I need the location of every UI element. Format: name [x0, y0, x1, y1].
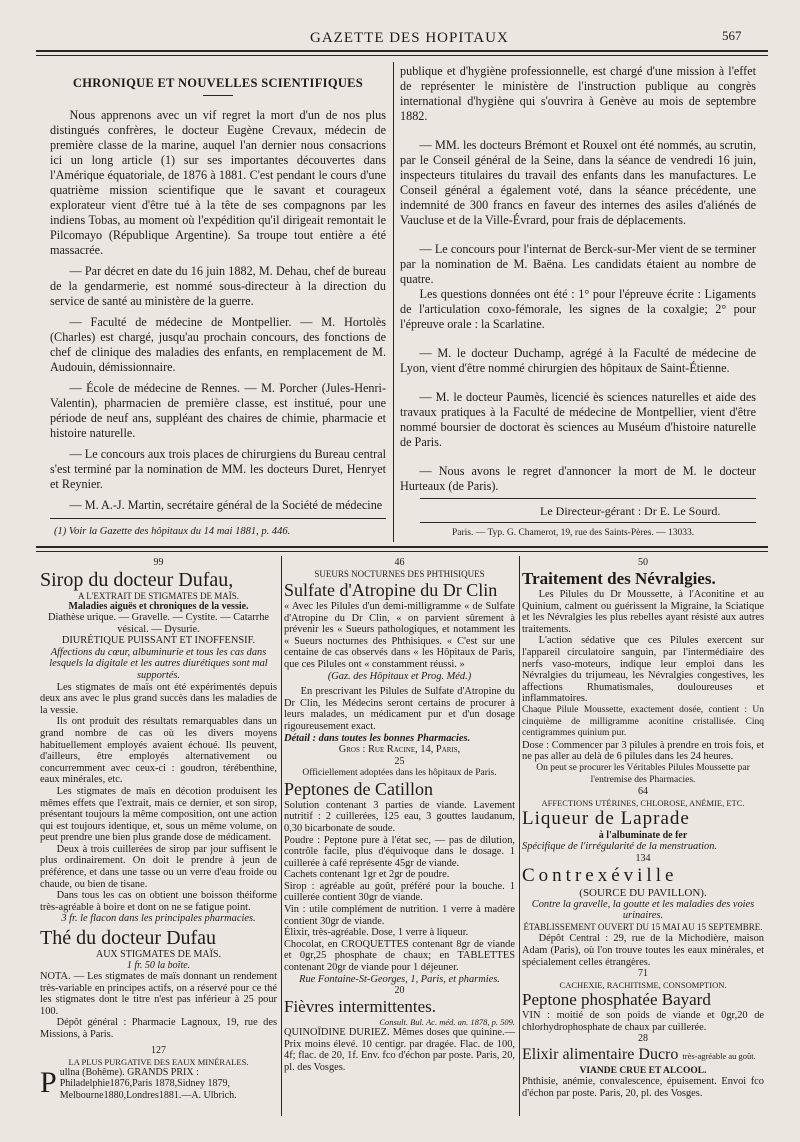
ad-ducro-body: Phthisie, anémie, convalescence, épuisement. Envoi fco d'échon par poste. Paris, 20, pl. des Vosges.	[522, 1076, 764, 1100]
ad-dufau-line-8: Dans tous les cas on obtient une boisson théiforme très-agréable à boire et dont on ne se fatigue point.	[40, 890, 277, 913]
ad-catillon-sirop: Sirop : agréable au goût, préféré pour la bouche. 1 cuillerée contient 30gr de viande.	[284, 880, 515, 904]
ad-number: 134	[635, 852, 651, 864]
ad-nevralgies-action: L'action sédative que ces Pilules exercent sur l'appareil circulatoire sanguin, par l'intermédiaire des nerfs vaso-moteurs, indique leur emploi dans les Névralgies du trijumeau, les Névralgies congestives, les affections Rhumatismales, douloureuses et inflammatoires.	[522, 635, 764, 705]
ad-bayard-head: CACHEXIE, RACHITISME, CONSOMPTION.	[559, 980, 727, 991]
ads-column-3	[522, 557, 764, 1117]
chronique-right-column	[400, 64, 756, 494]
paragraph-montpellier: — Faculté de médecine de Montpellier. — M. Hortolès (Charles) est chargé, jusqu'au prochain concours, des fonctions de chef de clinique des maladies des enfants, en remplacement de M. Audouin, démissionnaire.	[50, 315, 386, 374]
chronique-left-column	[50, 70, 386, 513]
director-rule-2	[420, 522, 756, 523]
ad-contrex-depot: Dépôt Central : 29, rue de la Michodière, maison Adam (Paris), où l'on trouve toutes les eaux minérales, et spécialement celles étrangères.	[522, 933, 764, 968]
ad-number: 64	[638, 786, 648, 798]
ad-nevralgies-title: Traitement des Névralgies.	[522, 569, 716, 588]
ad-atropine-title: Sulfate d'Atropine du Dr Clin	[284, 580, 498, 600]
ad-the-price: 1 fr. 50 la boîte.	[126, 960, 191, 972]
printer-line: Paris. — Typ. G. Chamerot, 19, rue des Saints-Pères. — 13033.	[452, 528, 695, 538]
ad-pullna-head: LA PLUS PURGATIVE DES EAUX MINÉRALES.	[68, 1056, 249, 1067]
paragraph-questions: Les questions données ont été : 1° pour l'épreuve écrite : Ligaments de l'articulation coxo-fémorale, les signes de la coxalgie; 2° pour l'épreuve orale : la Scarlatine.	[400, 287, 756, 331]
ad-contrex-open: ÉTABLISSEMENT OUVERT DU 15 MAI AU 15 SEPTEMBRE.	[523, 921, 763, 932]
ad-catillon-vin: Vin : utile complément de nutrition. 1 verre à madère contient 30gr de viande.	[284, 904, 515, 927]
ad-ducro-subtitle: VIANDE CRUE ET ALCOOL.	[579, 1066, 707, 1077]
ad-dufau-line-5: Ils ont produit des résultats remarquables dans un grand nombre de cas où les divers moyens habituellement employés avaient échoué. Ils peuvent, d'ailleurs, être employés alternativement ou concurremment avec ceux-ci : goudron, térébenthine, eaux minérales, etc.	[40, 716, 277, 786]
director-rule	[420, 498, 756, 499]
paragraph-hurteaux: — Nous avons le regret d'annoncer la mort de M. le docteur Hurteaux (de Paris).	[400, 464, 756, 493]
ad-atropine-body: En prescrivant les Pilules de Sulfate d'Atropine du Dr Clin, les Médecins seront certains de procurer à leurs malades, un médicament pur et d'un dosage rigoureusement exact.	[284, 686, 515, 732]
ad-contrex-subtitle: (SOURCE DU PAVILLON).	[579, 886, 707, 899]
paragraph-rennes: — École de médecine de Rennes. — M. Porcher (Jules-Henri-Valentin), pharmacien de première classe, est institué, pour une période de neuf ans, suppléant des chaires de chimie, pharmacie et histoire naturelle.	[50, 381, 386, 440]
ad-ducro-tag: très-agréable au goût.	[682, 1051, 756, 1062]
paragraph-berck: — Le concours pour l'internat de Berck-sur-Mer vient de se terminer par la nomination de M. Baëna. Les candidats étaient au nombre de quatre.	[400, 242, 756, 286]
ad-number: 99	[153, 557, 164, 568]
ad-the-body: NOTA. — Les stigmates de maïs donnant un rendement très-variable en principes actifs, on a réservé pour ce thé les stigmates dont le titre n'est pas inférieur à 25 pour 100.	[40, 971, 277, 1017]
column-divider	[393, 62, 394, 542]
ad-nevralgies-dose-content: Chaque Pilule Moussette, exactement dosée, contient : Un cinquième de milligramme aconitine cristallisée. Cinq centigrammes quinium pur.	[522, 704, 764, 739]
ad-catillon-address: Rue Fontaine-St-Georges, 1, Paris, et pharmies.	[299, 973, 500, 985]
ad-dufau-title: Sirop du docteur Dufau,	[40, 569, 234, 591]
ad-fievres-ref: Consult. Bul. Ac. méd. an. 1878, p. 509.	[379, 1017, 515, 1028]
ad-number: 46	[394, 557, 405, 568]
ad-bayard-body: VIN : moitié de son poids de viande et 0gr,20 de chlorhydrophosphate de chaux par cuillerée.	[522, 1010, 764, 1033]
paragraph-duchamp: — M. le docteur Duchamp, agrégé à la Faculté de médecine de Lyon, vient d'être nommé chirurgien des hôpitaux de Saint-Étienne.	[400, 346, 756, 375]
header-rule	[36, 50, 768, 52]
ad-fievres-title: Fièvres intermittentes.	[284, 997, 437, 1017]
ad-dufau-line-2: DIURÉTIQUE PUISSANT ET INOFFENSIF.	[61, 635, 256, 647]
ad-catillon-elixir: Élixir, très-agréable. Dose, 1 verre à liqueur.	[284, 927, 469, 939]
ad-bayard-title: Peptone phosphatée Bayard	[522, 990, 711, 1010]
ads-column-1	[40, 557, 277, 1117]
ad-catillon-poudre: Poudre : Peptone pure à l'état sec, — pas de dilution, contrôle facile, plus d'équivoque dans le dosage. 1 cuillerée à café représente 45gr de viande.	[284, 834, 515, 869]
ad-nevralgies-intro: Les Pilules du Dr Moussette, à l'Aconitine et au Quinium, calment ou guérissent la Migraine, la Sciatique et les Névralgies les plus rebelles ayant résisté aux autres traitements.	[522, 589, 764, 635]
paragraph-bremont: — MM. les docteurs Brémont et Rouxel ont été nommés, au scrutin, par le Conseil général de la Seine, dans la séance de vendredi 16 juin, inspecteurs titulaires du travail des enfants dans les manufactures. Le Conseil général a également voté, dans la séance précédente, une indemnité de 300 francs en faveur des internes des asiles d'aliénés de Vaucluse et de la Ville-Évrard, pour frais de déplacements.	[400, 138, 756, 227]
ad-dufau-line-4: Les stigmates de maïs ont été expérimentés depuis deux ans avec le plus grand succès dans les maladies de la vessie.	[40, 681, 277, 716]
ad-atropine-gros: Gros : Rue Racine, 14, Paris,	[338, 744, 461, 756]
ad-catillon-head: Officiellement adoptées dans les hôpitaux de Paris.	[302, 767, 497, 778]
ad-dufau-line-7: Deux à trois cuillerées de sirop par jour suffisent le plus ordinairement. On doit le prendre à jeun de préférence, et dans une tasse ou un verre d'eau froide ou chaude, ou bien de tisane.	[40, 843, 277, 890]
ad-number: 71	[638, 968, 648, 980]
footnote-rule	[50, 518, 386, 519]
running-head	[0, 28, 800, 48]
ad-dufau-line-6: Les stigmates de maïs en décotion produisent les mêmes effets que l'extrait, mais ce dernier, et son sirop, présentant toujours la même composition, ont une action qui est toujours identique, et, sous un même volume, on peut prendre une bien plus grande dose de médicament.	[40, 785, 277, 844]
ad-the-depot: Dépôt général : Pharmacie Lagnoux, 19, rue des Missions, à Paris.	[40, 1017, 277, 1040]
ad-pullna-initial: P	[40, 1065, 57, 1099]
ad-catillon-solution: Solution contenant 3 parties de viande. Lavement nutritif : 2 cuillerées, 125 eau, 3 gouttes laudanum, 0,30 bicarbonate de soude.	[284, 799, 515, 834]
ad-laprade-body: Spécifique de l'irrégularité de la menstruation.	[522, 841, 717, 853]
ad-number: 28	[638, 1033, 648, 1045]
ad-nevralgies-procure: On peut se procurer les Véritables Pilules Moussette par l'entremise des Pharmacies.	[536, 762, 750, 785]
ad-atropine-quote: « Avec les Pilules d'un demi-milligramme « de Sulfate d'Atropine du Dr Clin, « on parvient sûrement à prévenir les « Sueurs pathologiques, et notamment les « Sueurs nocturnes des Phthisiques. « C'est sur une centaine de cas observés dans « les Hôpitaux de Paris, que ces Pilules ont « constamment réussi. »	[284, 601, 515, 670]
ad-catillon-chocolat: Chocolat, en CROQUETTES contenant 8gr de viande et 0gr,25 phosphate de chaux; en TABLETTES contenant 20gr de viande pour 1 déjeuner.	[284, 938, 515, 974]
ad-catillon-cachets: Cachets contenant 1gr et 2gr de poudre.	[284, 869, 450, 881]
ad-the-subtitle: AUX STIGMATES DE MAÏS.	[95, 949, 221, 961]
ad-contrex-body: Contre la gravelle, la goutte et les maladies des voies urinaires.	[531, 898, 755, 922]
ad-atropine-source: (Gaz. des Hôpitaux et Prog. Méd.)	[327, 670, 472, 682]
ad-contrex-title: Contrexéville	[522, 864, 678, 886]
ad-dufau-line-3: Affections du cœur, albuminurie et tous les cas dans lesquels la digitale et les autres diurétiques sont mal supportés.	[49, 646, 268, 681]
paragraph-crevaux: Nous apprenons avec un vif regret la mort d'un de nos plus distingués confrères, le docteur Eugène Crevaux, médecin de première classe de la marine, auquel l'an dernier nous consacrions ici un long article (1) sur ses importantes découvertes dans l'Amérique équatoriale, de 1876 à 1881. C'est pendant le cours d'une quatrième mission scientifique que le savant et courageux explorateur vient d'être tué à la tête de ses compagnons par les indiens Tobas, au moment où l'expédition qu'il dirigeait remontait le Pilcomayo (République Argentine). Sa troupe tout entière a été massacrée.	[50, 108, 386, 257]
chronique-title: CHRONIQUE ET NOUVELLES SCIENTIFIQUES	[72, 76, 364, 90]
ad-dufau-line-9: 3 fr. le flacon dans les principales pharmacies.	[61, 913, 256, 925]
ads-top-rule	[36, 546, 768, 548]
ads-divider-1	[281, 556, 282, 1116]
ads-top-rule-thin	[36, 551, 768, 552]
director-line: Le Directeur-gérant : Dr E. Le Sourd.	[540, 504, 721, 518]
ad-laprade-subtitle: à l'albuminate de fer	[598, 830, 688, 842]
paragraph-paumes: — M. le docteur Paumès, licencié ès sciences naturelles et aide des travaux pratiques à la Faculté de médecine de Montpellier, vient d'être nommé boursier de doctorat ès sciences au Muséum d'histoire naturelle de Paris.	[400, 390, 756, 449]
page-number: 567	[722, 28, 742, 43]
ad-fievres-body: QUINOÏDINE DURIEZ. Mêmes doses que quinine.— Prix moins élevé. 10 centigr. par dragée. Flac. de 100, 4f; flac. de 20, 1f. Env. fco d'échon par poste. Paris, 20, pl. des Vosges.	[284, 1027, 515, 1073]
ad-number: 50	[638, 557, 648, 568]
ads-column-2	[284, 557, 515, 1117]
ad-laprade-head: AFFECTIONS UTÉRINES, CHLOROSE, ANÉMIE, ETC.	[541, 798, 745, 809]
ad-number: 127	[151, 1044, 166, 1056]
ad-atropine-head: SUEURS NOCTURNES DES PHTHISIQUES	[314, 569, 485, 579]
ad-laprade-title: Liqueur de Laprade	[522, 808, 690, 830]
paragraph-martin: — M. A.-J. Martin, secrétaire général de la Société de médecine	[69, 498, 383, 512]
ad-the-title: Thé du docteur Dufau	[40, 927, 217, 950]
paragraph-bureau-central: — Le concours aux trois places de chirurgiens du Bureau central s'est terminé par la nomination de MM. les docteurs Duret, Henryet et Reynier.	[50, 447, 386, 491]
ad-ducro-title: Elixir alimentaire Ducro très-agréable au goût.	[522, 1046, 756, 1064]
ad-dufau-subtitle: A L'EXTRAIT DE STIGMATES DE MAÏS.	[78, 591, 239, 601]
ad-atropine-detail: Détail : dans toutes les bonnes Pharmacies.	[284, 732, 471, 744]
ad-number: 25	[394, 755, 405, 767]
ad-pullna: P ullna (Bohême). GRANDS PRIX : Philadelphie1876,Paris 1878,Sidney 1879, Melbourne1880,Londres1881.—A. Ulbrich.	[40, 1065, 237, 1101]
paragraph-dehau: — Par décret en date du 16 juin 1882, M. Dehau, chef de bureau de la gendarmerie, est nommé sous-directeur à la direction du service de santé au ministère de la guerre.	[50, 264, 386, 308]
page-header-title: GAZETTE DES HOPITAUX	[310, 30, 509, 46]
ads-divider-2	[519, 556, 520, 1116]
ad-dufau-subtitle-2: Maladies aiguës et chroniques de la vessie.	[68, 601, 249, 612]
header-rule-thin	[36, 55, 768, 56]
ad-nevralgies-dose: Dose : Commencer par 3 pilules à prendre en trois fois, et ne pas aller au delà de 6 pilules dans les 24 heures.	[522, 739, 764, 763]
ad-number: 20	[394, 985, 405, 997]
paragraph-martin-cont: publique et d'hygiène professionnelle, est chargé d'une mission à l'effet de représenter le ministère de l'instruction publique au congrès international d'hygiène qui s'ouvrira à Genève au mois de septembre 1882.	[400, 64, 756, 123]
footnote: (1) Voir la Gazette des hôpitaux du 14 mai 1881, p. 446.	[54, 526, 291, 537]
ad-dufau-line-1: Diathèse urique. — Gravelle. — Cystite. — Catarrhe vésical. — Dysurie.	[47, 612, 270, 635]
ad-catillon-title: Peptones de Catillon	[284, 778, 433, 799]
